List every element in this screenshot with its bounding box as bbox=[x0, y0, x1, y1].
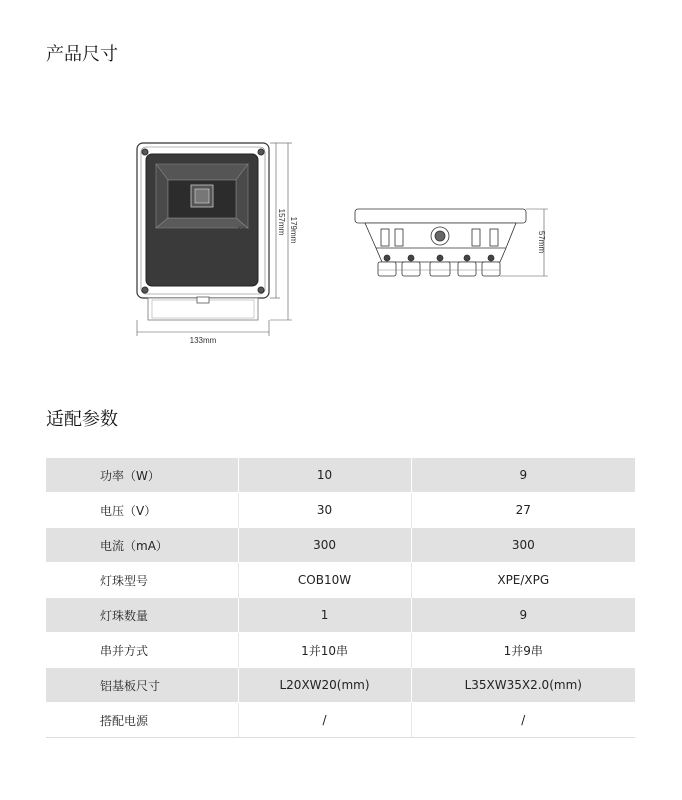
spec-table-body bbox=[46, 458, 635, 738]
value-cell-1: 1 bbox=[238, 598, 411, 633]
value-cell-2: 27 bbox=[411, 493, 635, 528]
front-view bbox=[137, 143, 269, 320]
value-cell-1: COB10W bbox=[238, 563, 411, 598]
table-row bbox=[46, 598, 635, 633]
value-cell-2: / bbox=[411, 703, 635, 738]
value-cell-2: 9 bbox=[411, 598, 635, 633]
section-title-parameters: 适配参数 bbox=[46, 409, 118, 430]
value-cell-1: 10 bbox=[238, 458, 411, 493]
value-cell-2: 9 bbox=[411, 458, 635, 493]
value-cell-2: 300 bbox=[411, 528, 635, 563]
value-cell-2: XPE/XPG bbox=[411, 563, 635, 598]
side-view bbox=[355, 209, 526, 276]
row-label: 灯珠型号 bbox=[46, 563, 238, 598]
value-cell-2: 1并9串 bbox=[411, 633, 635, 668]
row-label: 灯珠数量 bbox=[46, 598, 238, 633]
table-row bbox=[46, 668, 635, 703]
table-row bbox=[46, 528, 635, 563]
section-title-product-size: 产品尺寸 bbox=[46, 44, 118, 65]
table-row bbox=[46, 493, 635, 528]
row-label: 铝基板尺寸 bbox=[46, 668, 238, 703]
table-row bbox=[46, 458, 635, 493]
row-label: 功率（W） bbox=[46, 458, 238, 493]
row-label: 电压（V） bbox=[46, 493, 238, 528]
height-dimension-label-179: 179mm bbox=[289, 216, 298, 244]
table-row bbox=[46, 703, 635, 738]
value-cell-1: 30 bbox=[238, 493, 411, 528]
width-dimension-label: 133mm bbox=[189, 336, 217, 345]
row-label: 串并方式 bbox=[46, 633, 238, 668]
value-cell-1: 1并10串 bbox=[238, 633, 411, 668]
value-cell-2: L35XW35X2.0(mm) bbox=[411, 668, 635, 703]
value-cell-1: 300 bbox=[238, 528, 411, 563]
depth-dimension-label: 57mm bbox=[537, 230, 546, 254]
ip-marking: IP66 bbox=[238, 225, 247, 230]
table-row bbox=[46, 563, 635, 598]
row-label: 电流（mA） bbox=[46, 528, 238, 563]
table-row bbox=[46, 633, 635, 668]
value-cell-1: / bbox=[238, 703, 411, 738]
spec-table bbox=[46, 458, 635, 738]
row-label: 搭配电源 bbox=[46, 703, 238, 738]
dimension-drawing bbox=[0, 0, 682, 380]
value-cell-1: L20XW20(mm) bbox=[238, 668, 411, 703]
height-dimension-label-157: 157mm bbox=[277, 208, 286, 236]
